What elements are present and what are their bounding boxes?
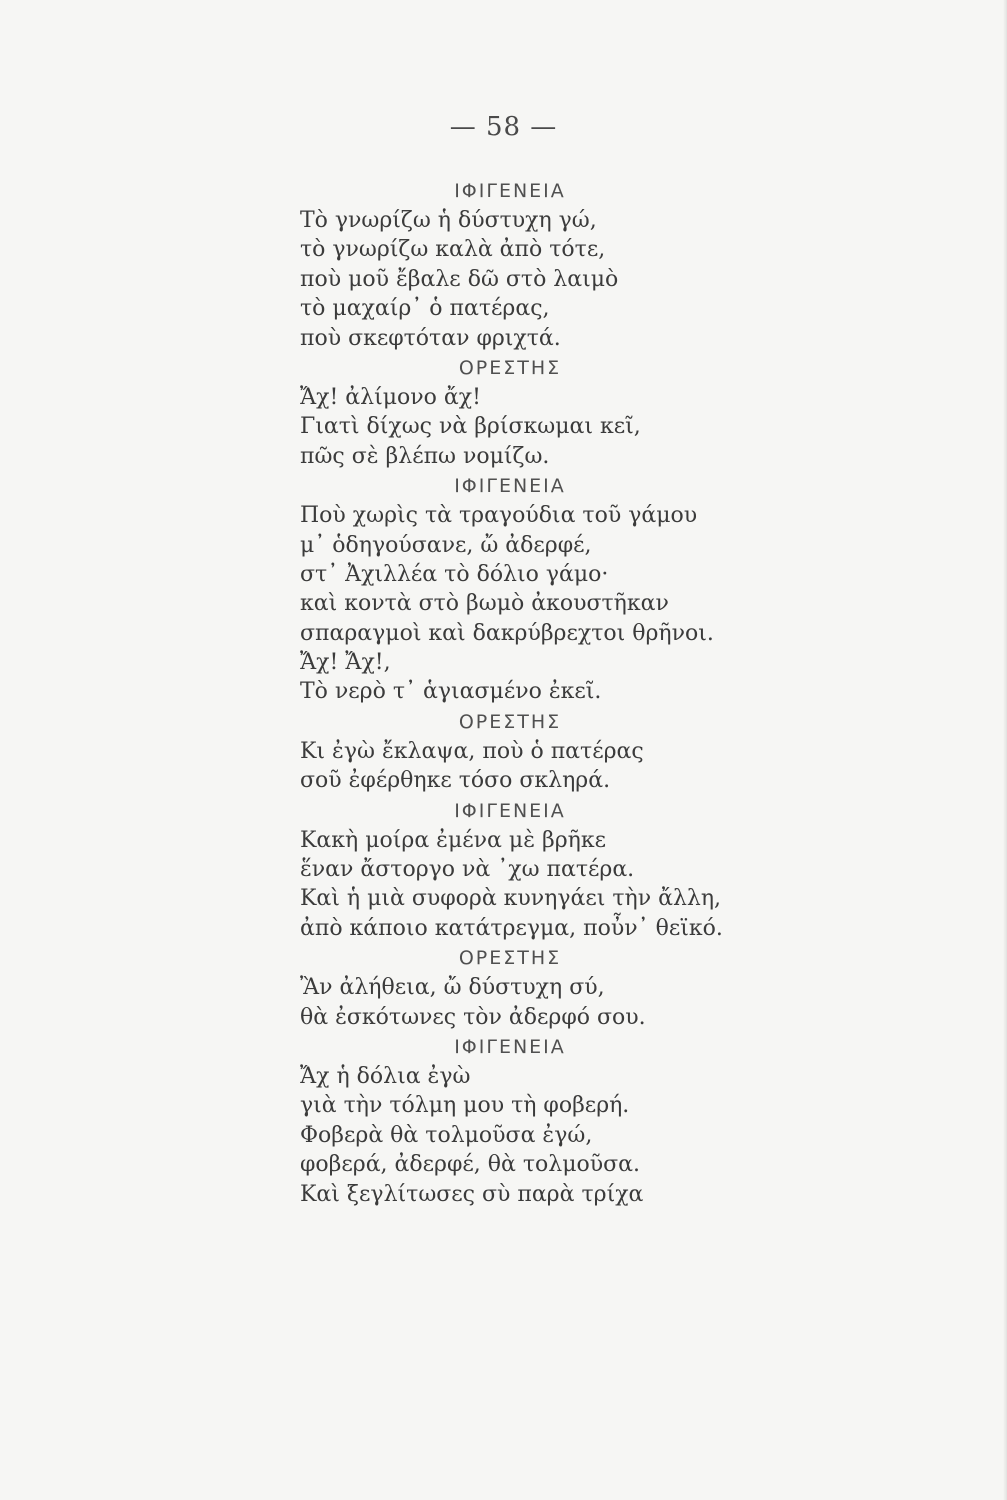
verse-line: Κακὴ μοίρα ἐμένα μὲ βρῆκε xyxy=(300,827,606,853)
speaker-name: ΙΦΙΓΕΝΕΙΑ xyxy=(454,180,566,202)
verse-line: τὸ γνωρίζω καλὰ ἀπὸ τότε, xyxy=(300,237,606,263)
page-number: — 58 — xyxy=(449,112,558,142)
verse-line: Καὶ ἡ μιὰ συφορὰ κυνηγάει τὴν ἄλλη, xyxy=(300,886,722,912)
dialogue-text xyxy=(300,176,860,1209)
page-edge-shadow xyxy=(1003,0,1007,1500)
speaker-name: ΙΦΙΓΕΝΕΙΑ xyxy=(454,799,566,822)
verse-line: γιὰ τὴν τόλμη μου τὴ φοβερή. xyxy=(300,1093,630,1119)
verse-line: θὰ ἐσκότωνες τὸν ἀδερφό σου. xyxy=(300,1004,646,1030)
verse-line: ποὺ μοῦ ἔβαλε δῶ στὸ λαιμὸ xyxy=(300,266,619,292)
verse-line: Ἂν ἀλήθεια, ὤ δύστυχη σύ, xyxy=(300,975,605,1001)
dialogue-block xyxy=(300,176,860,353)
speaker-name: ΙΦΙΓΕΝΕΙΑ xyxy=(454,475,566,498)
verse-line: τὸ μαχαίρ᾿ ὁ πατέρας, xyxy=(300,296,550,322)
verse-line: σπαραγμοὶ καὶ δακρύβρεχτοι θρῆνοι. xyxy=(300,620,714,646)
speaker-name: ΙΦΙΓΕΝΕΙΑ xyxy=(454,1035,566,1058)
speaker-name: ΟΡΕΣΤΗΣ xyxy=(458,710,562,733)
verse-line: Φοβερὰ θὰ τολμοῦσα ἐγώ, xyxy=(300,1122,593,1148)
speaker-name: ΟΡΕΣΤΗΣ xyxy=(458,356,562,379)
dialogue-block xyxy=(300,471,860,707)
verse-line: Κι ἐγὼ ἔκλαψα, ποὺ ὁ πατέρας xyxy=(300,738,644,764)
verse-line: μ᾿ ὁδηγούσανε, ὤ ἀδερφέ, xyxy=(300,532,592,558)
verse-line: φοβερά, ἀδερφέ, θὰ τολμοῦσα. xyxy=(300,1152,641,1178)
verse-line: ποὺ σκεφτόταν φριχτά. xyxy=(300,325,561,351)
speaker-name: ΟΡΕΣΤΗΣ xyxy=(458,947,562,970)
verse-line: σοῦ ἐφέρθηκε τόσο σκληρά. xyxy=(300,768,611,794)
dialogue-block xyxy=(300,943,860,1032)
verse-line: Ποὺ χωρὶς τὰ τραγούδια τοῦ γάμου xyxy=(300,503,698,529)
verse-line: Ἄχ! Ἄχ!, xyxy=(300,650,391,676)
verse-line: Τὸ γνωρίζω ἡ δύστυχη γώ, xyxy=(300,208,597,233)
verse-line: καὶ κοντὰ στὸ βωμὸ ἀκουστῆκαν xyxy=(300,591,669,617)
verse-line: Ἄχ ἡ δόλια ἐγὼ xyxy=(300,1063,471,1089)
dialogue-block xyxy=(300,1032,860,1209)
verse-line: Καὶ ξεγλίτωσες σὺ παρὰ τρίχα xyxy=(300,1181,644,1207)
dialogue-block xyxy=(300,353,860,471)
verse-line: ἕναν ἄστοργο νὰ ᾿χω πατέρα. xyxy=(300,857,635,883)
verse-line: Τὸ νερὸ τ᾿ ἁγιασμένο ἐκεῖ. xyxy=(300,679,602,705)
verse-line: ἀπὸ κάποιο κατάτρεγμα, ποὖν᾿ θεϊκό. xyxy=(300,915,723,941)
verse-line: πῶς σὲ βλέπω νομίζω. xyxy=(300,443,550,469)
verse-line: Γιατὶ δίχως νὰ βρίσκωμαι κεῖ, xyxy=(300,414,641,440)
verse-line: Ἄχ! ἀλίμονο ἄχ! xyxy=(300,384,481,410)
dialogue-block xyxy=(300,707,860,796)
dialogue-block xyxy=(300,796,860,944)
verse-line: στ᾿ Ἀχιλλέα τὸ δόλιο γάμο· xyxy=(300,561,609,587)
